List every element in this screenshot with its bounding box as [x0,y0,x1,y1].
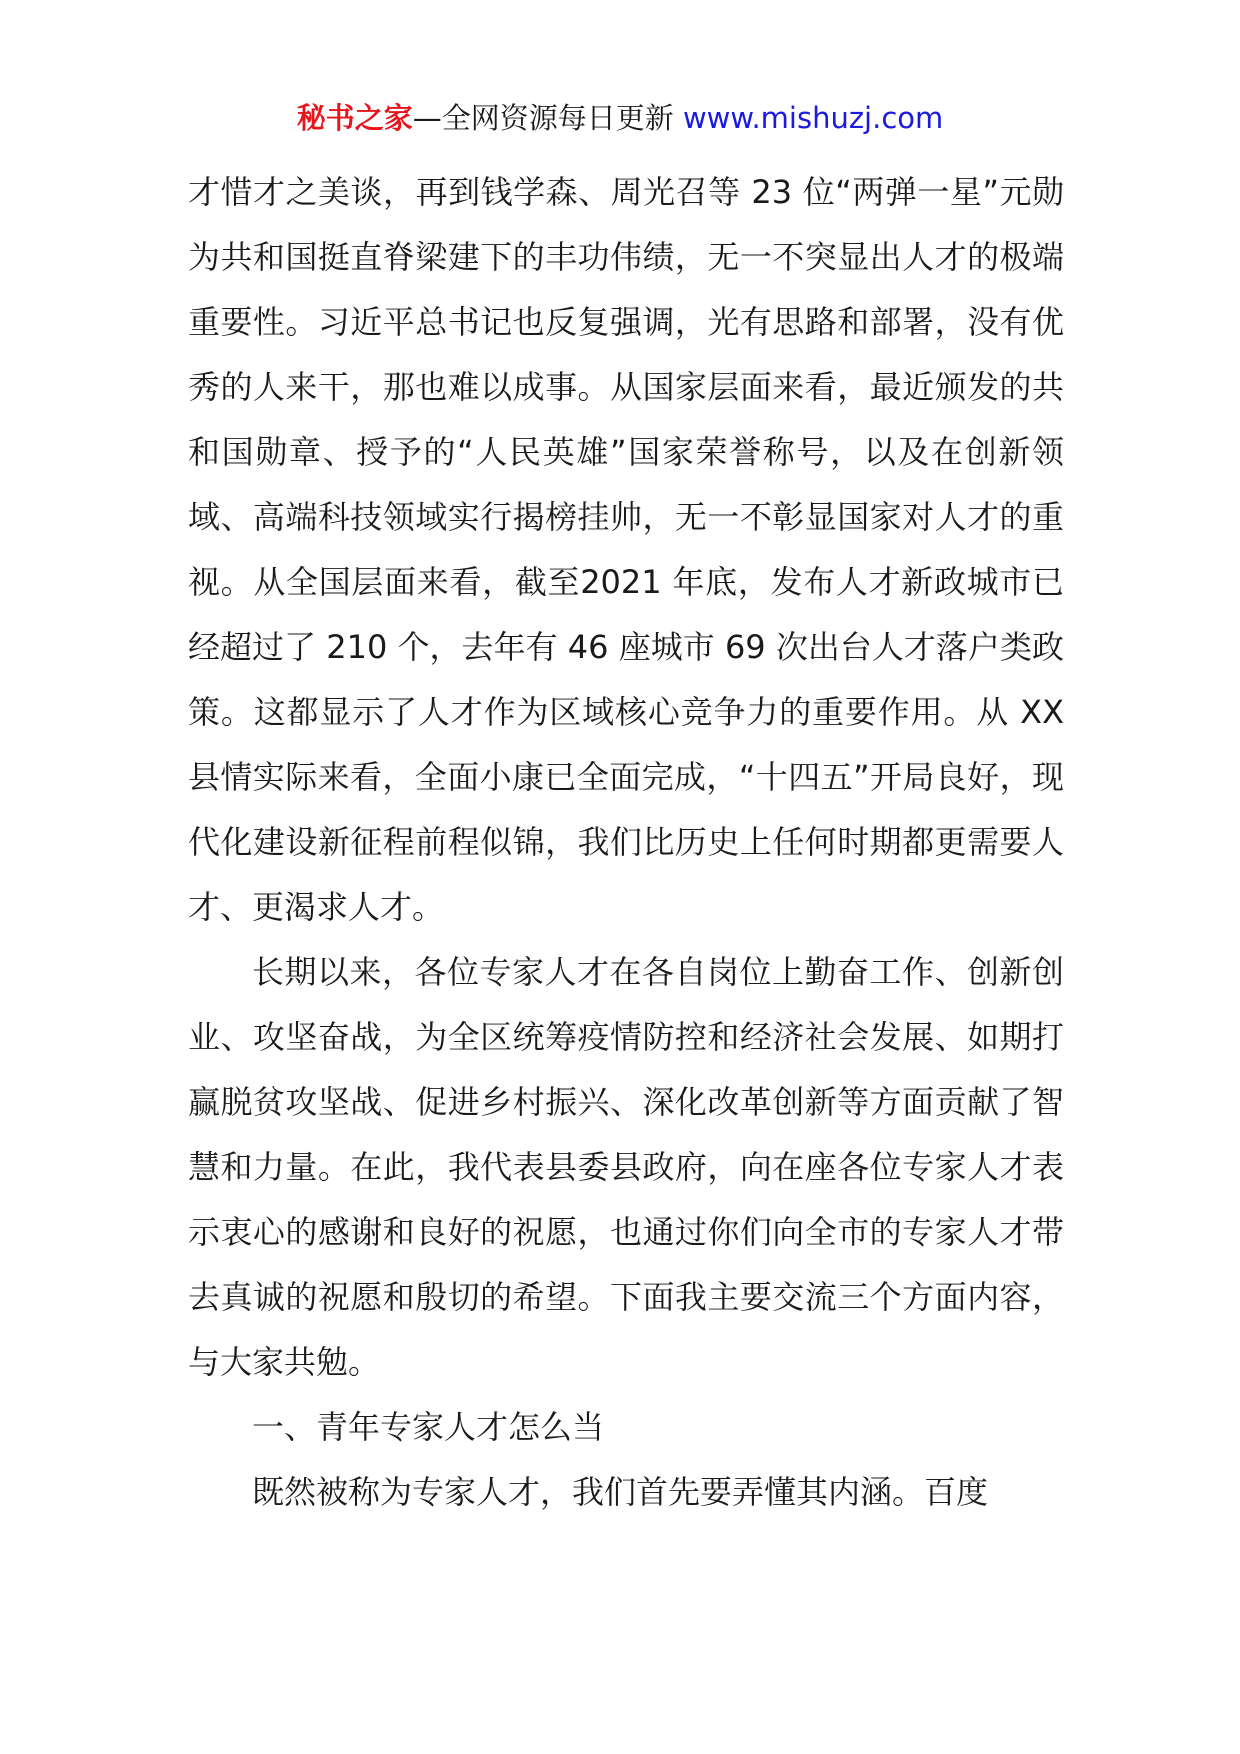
paragraph-continued: 才惜才之美谈，再到钱学森、周光召等 23 位“两弹一星”元勋为共和国挺直脊梁建下的丰功伟绩，无一不突显出人才的极端重要性。习近平总书记也反复强调，光有思路和部署，没有优秀的人来干，那也难以成事。从国家层面来看，最近颁发的共和国勋章、授予的“人民英雄”国家荣誉称号，以及在创新领域、高端科技领域实行揭榜挂帅，无一不彰显国家对人才的重视。从全国层面来看，截至2021 年底，发布人才新政城市已经超过了 210 个，去年有 46 座城市 69 次出台人才落户类政策。这都显示了人才作为区域核心竞争力的重要作用。从 XX 县情实际来看，全面小康已全面完成，“十四五”开局良好，现代化建设新征程前程似锦，我们比历史上任何时期都更需要人才、更渴求人才。 [188,173,1064,926]
site-url-link[interactable]: www.mishuzj.com [682,101,944,135]
paragraph: 长期以来，各位专家人才在各自岗位上勤奋工作、创新创业、攻坚奋战，为全区统筹疫情防控和经济社会发展、如期打赢脱贫攻坚战、促进乡村振兴、深化改革创新等方面贡献了智慧和力量。在此，我代表县委县政府，向在座各位专家人才表示衷心的感谢和良好的祝愿，也通过你们向全市的专家人才带去真诚的祝愿和殷切的希望。下面我主要交流三个方面内容，与大家共勉。 [188,953,1064,1381]
document-body [188,160,1064,1525]
site-header [0,98,1240,138]
paragraph: 既然被称为专家人才，我们首先要弄懂其内涵。百度 [252,1473,989,1511]
header-tagline: —全网资源每日更新 [412,101,683,135]
section-heading: 一、青年专家人才怎么当 [252,1408,605,1446]
brand-name: 秘书之家 [296,101,413,135]
